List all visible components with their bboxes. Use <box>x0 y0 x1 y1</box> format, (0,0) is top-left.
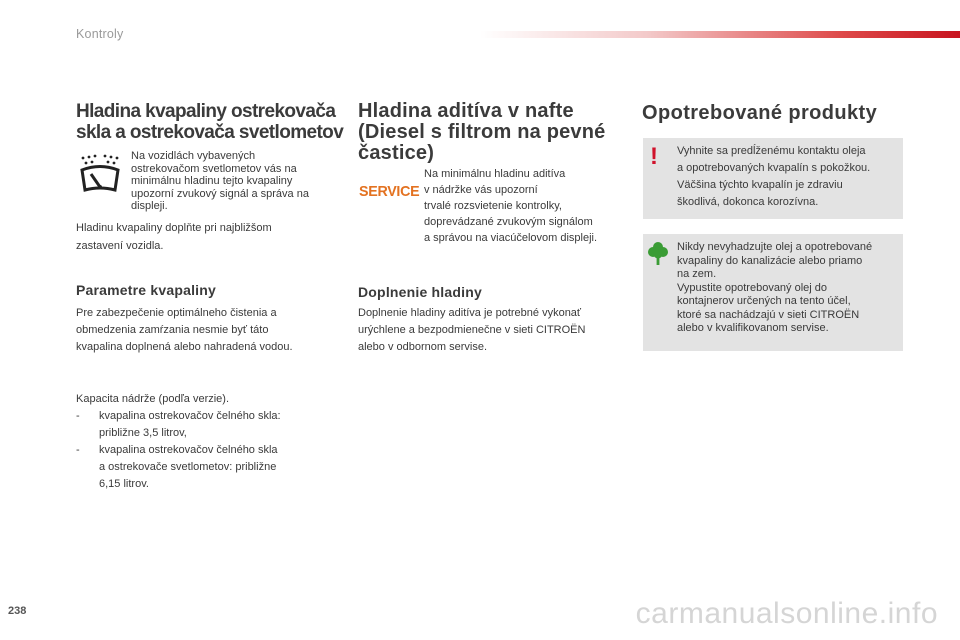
watermark: carmanualsonline.info <box>635 597 938 630</box>
text-line: Nikdy nevyhadzujte olej a opotrebované <box>677 241 873 253</box>
text-line: alebo v odbornom servise. <box>358 341 488 353</box>
text-line: Doplnenie hladiny aditíva je potrebné vykonať <box>358 307 582 319</box>
text-line: Hladinu kvapaliny doplňte pri najbližšom <box>76 222 272 234</box>
text-line: kvapaliny do kanalizácie alebo priamo <box>677 254 863 267</box>
text-line: Pre zabezpečenie optimálneho čistenia a <box>76 307 277 319</box>
text-line: minimálnu hladinu tejto kvapaliny <box>131 175 293 187</box>
environment-text <box>677 241 901 336</box>
text-line: displeji. <box>131 200 168 212</box>
washer-fluid-title <box>76 101 366 143</box>
header-gradient-bar <box>480 31 960 38</box>
capacity-list-item <box>76 442 366 493</box>
used-products-title: Opotrebované produkty <box>642 102 878 124</box>
text-line: Na vozidlách vybavených <box>131 150 256 162</box>
washer-icon-text <box>131 150 351 213</box>
additive-icon-text <box>424 166 634 246</box>
page-number: 238 <box>8 605 27 617</box>
list-dash: - <box>76 410 80 422</box>
capacity-list-item <box>76 408 366 442</box>
text-line: zastavení vozidla. <box>76 240 164 252</box>
text-line: kvapalina doplnená alebo nahradená vodou. <box>76 341 293 353</box>
text-line: škodlivá, dokonca korozívna. <box>677 196 819 208</box>
text-line: doprevádzané zvukovým signálom <box>424 216 593 228</box>
text-line: a ostrekovače svetlometov: približne <box>99 461 277 473</box>
title-line: (Diesel s filtrom na pevné <box>358 121 606 143</box>
title-line: častice) <box>358 142 435 164</box>
title-line: Hladina aditíva v nafte <box>358 100 574 122</box>
service-warning-icon: SERVICE <box>359 183 420 200</box>
exclamation-icon: ! <box>650 143 658 170</box>
washer-fluid-title-line1: Hladina kvapaliny ostrekovača <box>76 101 336 122</box>
text-line: kvapalina ostrekovačov čelného skla: <box>99 410 281 422</box>
text-line: v nádržke vás upozorní <box>424 184 538 196</box>
text-line: Vypustite opotrebovaný olej do <box>677 281 828 294</box>
text-line: a správou na viacúčelovom displeji. <box>424 232 598 244</box>
warning-text <box>677 143 901 211</box>
text-line: kontajnerov určených na tento účel, <box>677 295 851 307</box>
text-line: na zem. <box>677 268 717 280</box>
text-line: Na minimálnu hladinu aditíva <box>424 168 566 180</box>
list-dash: - <box>76 444 80 456</box>
text-line: kvapalina ostrekovačov čelného skla <box>99 444 278 456</box>
text-line: alebo v kvalifikovanom servise. <box>677 322 829 334</box>
text-line: približne 3,5 litrov, <box>99 427 187 439</box>
fluid-params-heading: Parametre kvapaliny <box>76 282 216 298</box>
text-line: urýchlene a bezpodmienečne v sieti CITROËN <box>358 324 586 336</box>
text-line: Väčšina týchto kvapalín je zdraviu <box>677 179 843 191</box>
text-line: obmedzenia zamŕzania nesmie byť táto <box>76 324 269 336</box>
additive-refill-heading: Doplnenie hladiny <box>358 284 482 300</box>
washer-fluid-title-line2: skla a ostrekovača svetlometov <box>76 122 344 143</box>
text-line: upozorní zvukový signál a správa na <box>131 187 309 200</box>
text-line: trvalé rozsvietenie kontrolky, <box>424 200 562 212</box>
refill-paragraph <box>76 219 356 255</box>
capacity-intro: Kapacita nádrže (podľa verzie). <box>76 393 230 405</box>
capacity-paragraph <box>76 391 366 493</box>
tree-icon <box>648 241 668 265</box>
section-title: Kontroly <box>76 27 124 41</box>
text-line: ktoré sa nachádzajú v sieti CITROËN <box>677 308 860 321</box>
washer-fluid-icon <box>78 153 122 195</box>
additive-refill-paragraph <box>358 305 638 356</box>
text-line: 6,15 litrov. <box>99 478 149 490</box>
diesel-additive-title <box>358 101 628 164</box>
text-line: Vyhnite sa predĺženému kontaktu oleja <box>677 145 866 157</box>
fluid-params-paragraph <box>76 305 356 356</box>
text-line: ostrekovačom svetlometov vás na <box>131 162 297 175</box>
text-line: a opotrebovaných kvapalín s pokožkou. <box>677 162 871 174</box>
